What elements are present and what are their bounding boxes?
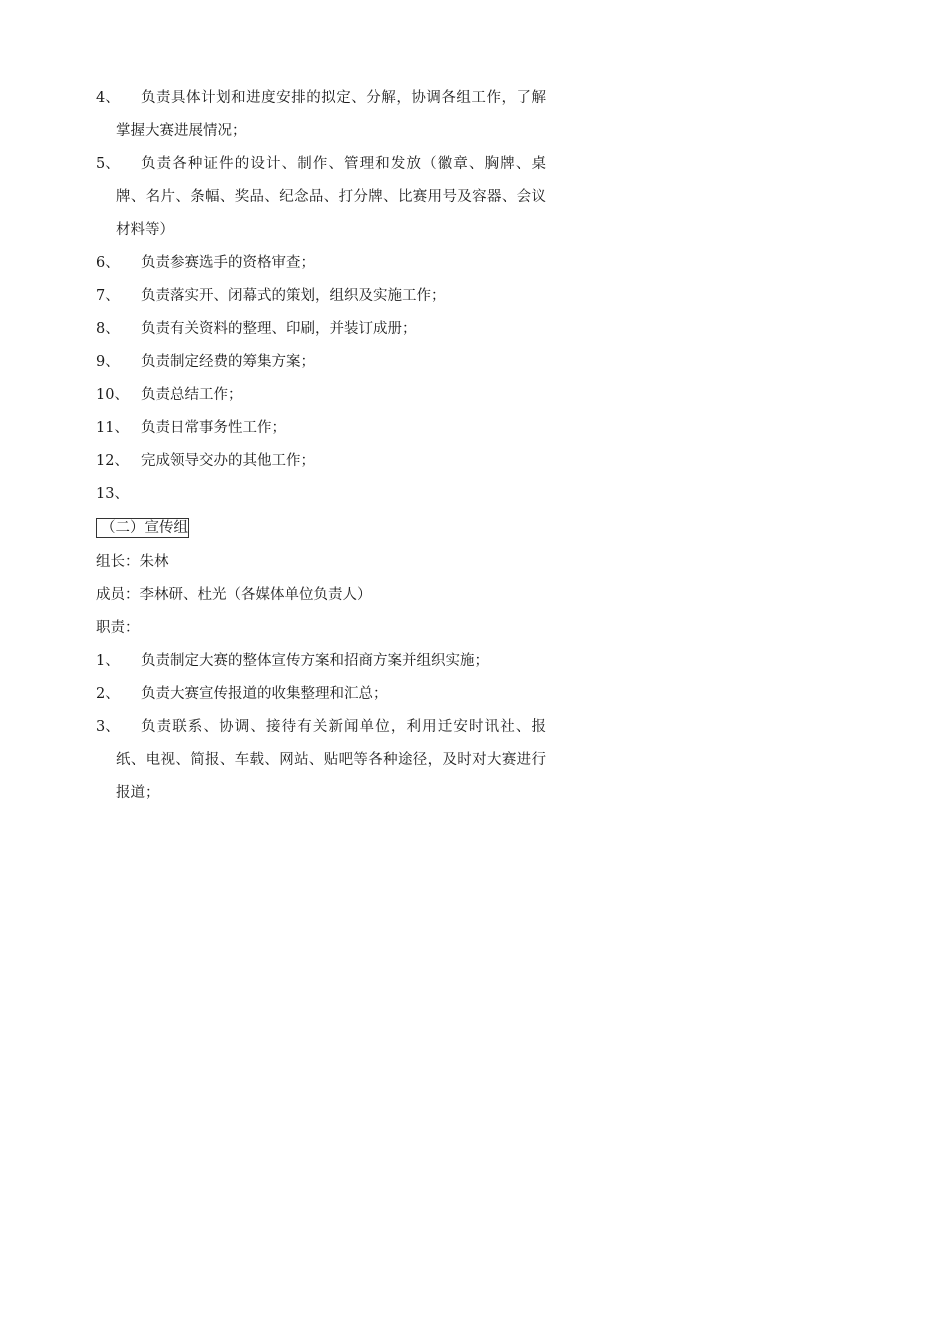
item-number: 5、: [96, 156, 120, 172]
item-text: 负责落实开、闭幕式的策划，组织及实施工作；: [141, 288, 446, 304]
item-number: 13、: [96, 486, 129, 502]
item-number: 10、: [96, 387, 129, 403]
item-text: 负责具体计划和进度安排的拟定、分解，协调各组工作，了解掌握大赛进展情况；: [116, 90, 546, 139]
group-members: 成员：李林研、杜光（各媒体单位负责人）: [96, 587, 372, 603]
list-item: [96, 645, 546, 678]
item-text: 负责有关资料的整理、印刷，并装订成册；: [141, 321, 417, 337]
list-item: [96, 412, 546, 445]
item-text: 负责日常事务性工作；: [141, 420, 286, 436]
item-text: 负责参赛选手的资格审查；: [141, 255, 315, 271]
item-number: 7、: [96, 288, 120, 304]
item-text: 负责大赛宣传报道的收集整理和汇总；: [141, 686, 388, 702]
list-item: [96, 82, 546, 148]
item-text: 负责制定大赛的整体宣传方案和招商方案并组织实施；: [141, 653, 489, 669]
item-text: [116, 478, 546, 511]
item-number: 6、: [96, 255, 120, 271]
document-body: [96, 82, 546, 810]
item-number: 12、: [96, 453, 129, 469]
list-item: [96, 148, 546, 247]
list-item: [96, 313, 546, 346]
item-text: 完成领导交办的其他工作；: [141, 453, 315, 469]
item-text: 负责联系、协调、接待有关新闻单位，利用迁安时讯社、报纸、电视、简报、车载、网站、贴吧等各种途径，及时对大赛进行报道；: [116, 719, 546, 801]
item-number: 4、: [96, 90, 120, 106]
list-item: [96, 478, 546, 511]
item-number: 11、: [96, 420, 129, 436]
duties-label: 职责：: [96, 620, 140, 636]
list-item: [96, 280, 546, 313]
list-item: [96, 379, 546, 412]
group-leader: 组长：朱林: [96, 554, 169, 570]
item-number: 8、: [96, 321, 120, 337]
item-number: 1、: [96, 653, 120, 669]
section-heading-row: [96, 511, 546, 546]
list-item: [96, 678, 546, 711]
list-item: [96, 711, 546, 810]
list-item: [96, 346, 546, 379]
list-item: [96, 247, 546, 280]
item-text: 负责各种证件的设计、制作、管理和发放（徽章、胸牌、桌牌、名片、条幅、奖品、纪念品、打分牌、比赛用号及容器、会议材料等）: [116, 156, 546, 238]
list-item: [96, 445, 546, 478]
section-heading: （二）宣传组: [96, 518, 189, 538]
item-text: 负责总结工作；: [141, 387, 243, 403]
item-number: 9、: [96, 354, 120, 370]
item-text: 负责制定经费的筹集方案；: [141, 354, 315, 370]
item-number: 3、: [96, 719, 120, 735]
item-number: 2、: [96, 686, 120, 702]
